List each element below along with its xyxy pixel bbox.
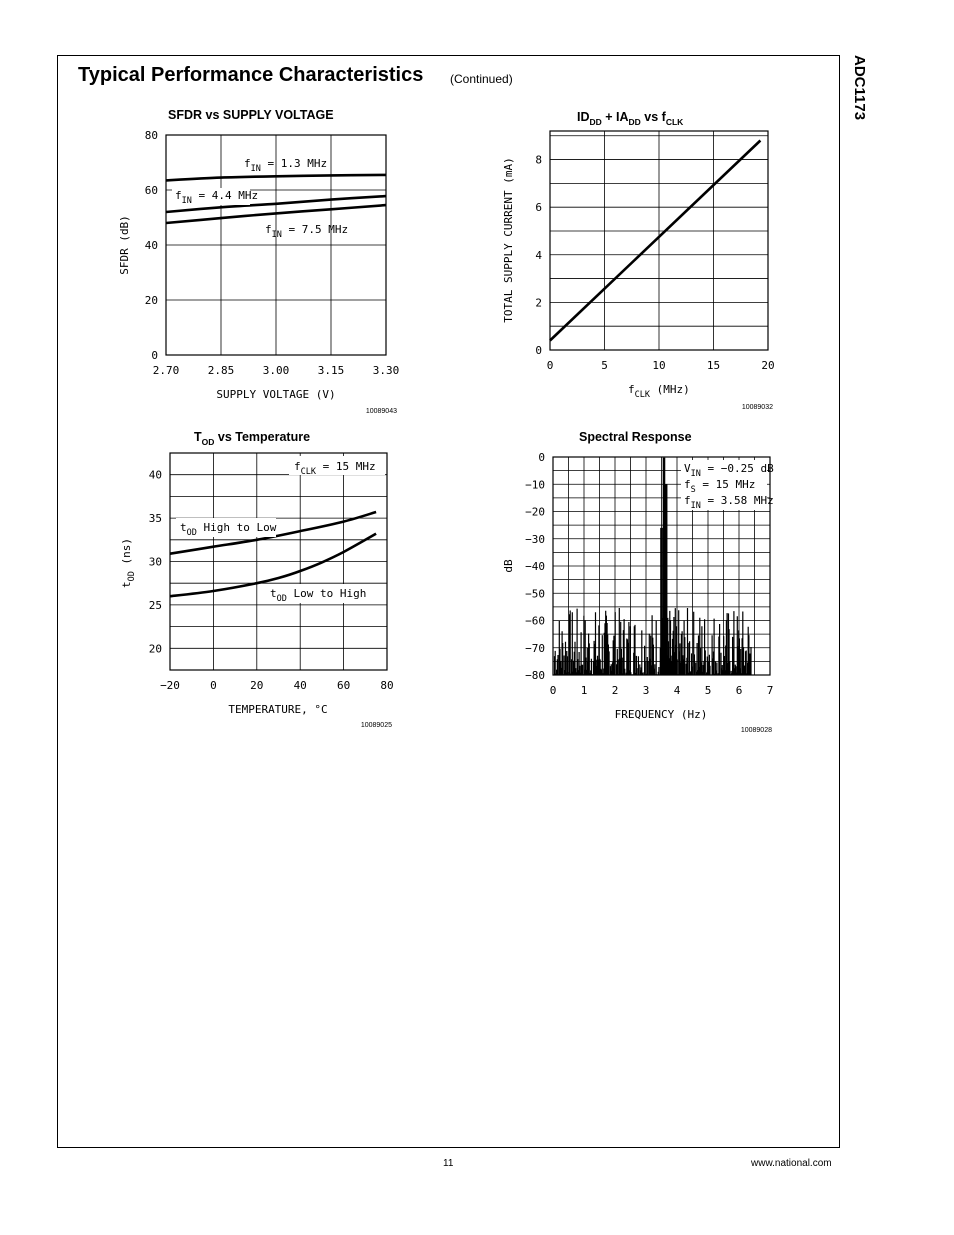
spectral-y-tick-label: −30 xyxy=(525,532,545,546)
page-subtitle: (Continued) xyxy=(450,72,513,86)
page-title: Typical Performance Characteristics xyxy=(78,64,424,86)
sfdr-y-tick-label: 40 xyxy=(144,239,158,252)
supply-figure-id: 10089032 xyxy=(741,404,773,411)
sfdr-x-tick-label: 2.85 xyxy=(207,364,235,377)
tod-y-tick-label: 30 xyxy=(148,555,162,569)
tod-x-label: TEMPERATURE, °C xyxy=(228,703,328,716)
sfdr-y-tick-label: 60 xyxy=(144,184,158,197)
tod-y-label: $t_{OD}$ (ns) xyxy=(120,538,137,588)
tod-y-tick-label: 35 xyxy=(148,512,162,526)
spectral-x-tick-label: 1 xyxy=(580,684,588,697)
sfdr-series-label: $f_{IN} = 4.4$ MHz xyxy=(175,189,259,206)
spectral-x-tick-label: 4 xyxy=(673,684,681,697)
sfdr-x-tick-label: 3.15 xyxy=(317,364,345,377)
tod-x-tick-label: 60 xyxy=(336,679,351,692)
supply-x-label: $f_{CLK}$ (MHz) xyxy=(628,383,690,400)
sfdr-series-label: $f_{IN} = 1.3$ MHz xyxy=(244,157,328,174)
supply-axes xyxy=(535,131,774,372)
tod-series-label: $t_{OD}$ Low to High xyxy=(270,587,367,604)
supply-x-tick-label: 10 xyxy=(652,359,666,372)
spectral-title: Spectral Response xyxy=(579,430,692,444)
sfdr-x-tick-label: 2.70 xyxy=(152,364,180,377)
supply-y-tick-label: 6 xyxy=(535,201,542,215)
spectral-x-tick-label: 6 xyxy=(735,684,743,697)
supply-x-tick-label: 5 xyxy=(601,359,608,372)
spectral-x-tick-label: 5 xyxy=(704,684,712,697)
tod-series-label: $t_{OD}$ High to Low xyxy=(180,521,277,538)
spectral-annotation-fs: $f_S = 15$ MHz xyxy=(684,478,756,495)
spectral-y-label: dB xyxy=(502,559,515,573)
tod-figure-id: 10089025 xyxy=(360,722,392,729)
tod-y-tick-label: 20 xyxy=(148,642,162,656)
spectral-y-tick-label: −70 xyxy=(525,641,545,655)
sfdr-y-tick-label: 80 xyxy=(144,129,158,142)
spectral-y-tick-label: −20 xyxy=(525,505,545,519)
spectral-x-tick-label: 7 xyxy=(766,684,774,697)
tod-x-tick-label: 40 xyxy=(293,679,307,692)
spectral-y-tick-label: −50 xyxy=(525,587,545,601)
spectral-noise-floor xyxy=(555,608,752,675)
sfdr-x-tick-label: 3.00 xyxy=(262,364,290,377)
spectral-x-tick-label: 0 xyxy=(549,684,557,697)
tod-gridlines xyxy=(170,453,387,670)
spectral-x-label: FREQUENCY (Hz) xyxy=(614,708,708,721)
tod-title: $T_{OD}$ vs Temperature xyxy=(194,430,311,447)
sfdr-x-tick-label: 3.30 xyxy=(372,364,400,377)
sfdr-y-tick-label: 20 xyxy=(144,294,158,307)
supply-y-tick-label: 4 xyxy=(535,248,542,262)
supply-title: $ID_{DD} + IA_{DD}$ vs $f_{CLK}$ xyxy=(577,110,684,127)
spectral-y-tick-label: −40 xyxy=(525,560,545,573)
tod-x-tick-label: 20 xyxy=(250,679,264,692)
spectral-y-tick-label: −60 xyxy=(525,614,545,628)
spectral-y-tick-label: 0 xyxy=(538,451,545,464)
sfdr-figure-id: 10089043 xyxy=(365,408,397,415)
website-link[interactable]: www.national.com xyxy=(751,1158,832,1169)
sfdr-y-tick-label: 0 xyxy=(151,349,158,362)
supply-x-tick-label: 0 xyxy=(546,359,554,372)
spectral-annotation-vin: $V_{IN} = -0.25$ dB xyxy=(684,462,774,479)
sfdr-y-label: SFDR (dB) xyxy=(118,215,131,275)
page-number: 11 xyxy=(443,1158,454,1169)
supply-y-tick-label: 2 xyxy=(535,296,542,310)
spectral-y-tick-label: −10 xyxy=(525,478,545,492)
spectral-x-tick-label: 3 xyxy=(642,684,650,697)
supply-y-tick-label: 0 xyxy=(535,344,542,357)
spectral-figure-id: 10089028 xyxy=(740,727,772,734)
tod-y-tick-label: 25 xyxy=(148,598,162,612)
part-number: ADC1173 xyxy=(851,55,868,121)
tod-x-tick-label: 0 xyxy=(210,679,217,692)
spectral-x-tick-label: 2 xyxy=(611,684,619,697)
tod-annotation: $f_{CLK} = 15$ MHz xyxy=(294,460,376,477)
sfdr-title: SFDR vs SUPPLY VOLTAGE xyxy=(168,108,334,122)
tod-x-tick-label: 80 xyxy=(380,679,394,692)
tod-axes xyxy=(149,453,394,692)
supply-x-tick-label: 15 xyxy=(706,359,721,372)
spectral-y-tick-label: −80 xyxy=(525,669,545,682)
supply-y-label: TOTAL SUPPLY CURRENT (mA) xyxy=(502,157,515,323)
supply-y-tick-label: 8 xyxy=(535,153,542,167)
tod-x-tick-label: −20 xyxy=(160,679,180,692)
sfdr-series-label: $f_{IN} = 7.5$ MHz xyxy=(265,223,349,240)
spectral-annotation-fin: $f_{IN} = 3.58$ MHz xyxy=(684,494,774,511)
supply-x-tick-label: 20 xyxy=(761,359,775,372)
tod-y-tick-label: 40 xyxy=(148,468,162,482)
supply-series-line xyxy=(550,141,760,341)
sfdr-x-label: SUPPLY VOLTAGE (V) xyxy=(216,388,336,401)
